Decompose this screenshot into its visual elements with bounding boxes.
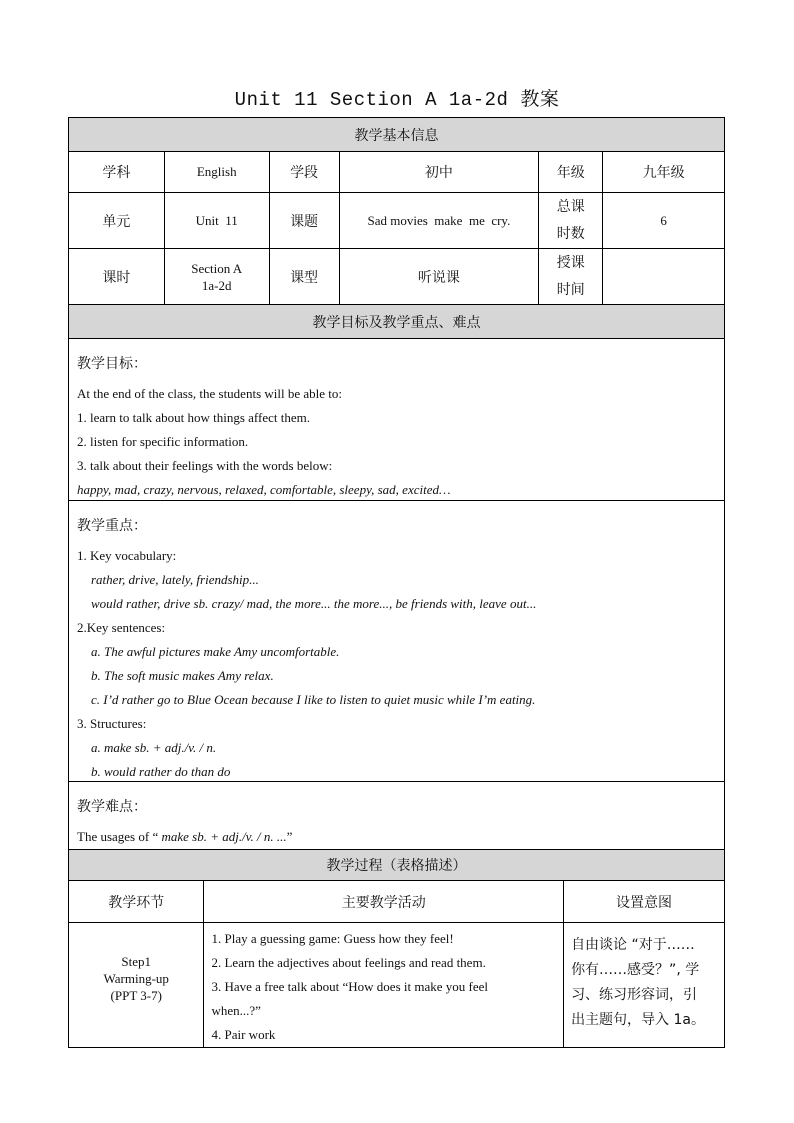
difficulty-line [77, 829, 292, 845]
cell-grade-value: 九年级 [603, 152, 725, 193]
difficulty-label: 教学难点： [77, 799, 147, 815]
difficulty-suffix: ” [286, 829, 293, 844]
cell-total-hours-label: 总课 时数 [539, 193, 603, 249]
activity-line: 1. Play a guessing game: Guess how they feel! [211, 931, 454, 946]
activities-cell [204, 923, 564, 1048]
step-line: Step1 [121, 954, 152, 969]
cell-period-label: 课时 [69, 249, 165, 305]
key-sentences-title: 2.Key sentences: [77, 620, 166, 635]
intent-line: 你有……感受？”, 学 [571, 962, 700, 978]
key-points-section [68, 500, 725, 782]
cell-topic-label: 课题 [269, 193, 339, 249]
intent-line: 出主题句，导入 1a。 [571, 1012, 705, 1028]
difficulty-section [68, 781, 725, 850]
cell-stage-value: 初中 [339, 152, 539, 193]
goals-adjectives-line: happy, mad, crazy, nervous, relaxed, comfortable, sleepy, sad, excited… [77, 482, 451, 497]
cell-teach-time-value [603, 249, 725, 305]
col-activity-header: 主要教学活动 [204, 881, 564, 923]
basic-info-header [68, 117, 725, 152]
cell-type-value: 听说课 [339, 249, 539, 305]
step-line: (PPT 3-7) [110, 988, 162, 1003]
cell-total-hours-value: 6 [603, 193, 725, 249]
col-step-header: 教学环节 [69, 881, 204, 923]
goals-line: 2. listen for specific information. [77, 434, 249, 449]
cell-teach-time-label: 授课 时间 [539, 249, 603, 305]
goals-line: 1. learn to talk about how things affect them. [77, 410, 310, 425]
cell-unit-label: 单元 [69, 193, 165, 249]
intent-line: 自由谈论 “对于…… [571, 937, 695, 953]
key-vocab-line: rather, drive, lately, friendship... [91, 572, 259, 587]
key-sentence: b. The soft music makes Amy relax. [91, 668, 274, 683]
cell-period-value: Section A 1a-2d [164, 249, 269, 305]
difficulty-structure: make sb. + adj./v. / n. ... [161, 829, 287, 844]
goals-line: At the end of the class, the students will be able to: [77, 386, 342, 401]
process-table [68, 880, 725, 1048]
process-header-text: 教学过程（表格描述） [326, 858, 467, 874]
activity-line: when...?” [211, 1003, 261, 1018]
cell-subject-value: English [164, 152, 269, 193]
activity-line: 4. Pair work [211, 1027, 276, 1042]
goals-label: 教学目标： [77, 356, 147, 372]
cell-grade-label: 年级 [539, 152, 603, 193]
structure-line: b. would rather do than do [91, 764, 231, 779]
difficulty-prefix: The usages of “ [77, 829, 162, 844]
step-cell [69, 923, 204, 1048]
goals-line: 3. talk about their feelings with the words below: [77, 458, 333, 473]
document-title: Unit 11 Section A 1a-2d 教案 [234, 89, 560, 111]
key-vocab-title: 1. Key vocabulary: [77, 548, 177, 563]
col-intent-header: 设置意图 [564, 881, 725, 923]
activity-line: 2. Learn the adjectives about feelings and read them. [211, 955, 486, 970]
key-sentence: c. I’d rather go to Blue Ocean because I like to listen to quiet music while I’m eating. [91, 692, 536, 707]
key-points-label: 教学重点： [77, 518, 147, 534]
goals-header-text: 教学目标及教学重点、难点 [312, 314, 481, 331]
cell-stage-label: 学段 [269, 152, 339, 193]
cell-subject-label: 学科 [69, 152, 165, 193]
step-line: Warming-up [103, 971, 169, 986]
structures-title: 3. Structures: [77, 716, 147, 731]
cell-unit-value: Unit 11 [164, 193, 269, 249]
key-sentence: a. The awful pictures make Amy uncomfortable. [91, 644, 340, 659]
key-vocab-line: would rather, drive sb. crazy/ mad, the more... the more..., be friends with, leave out... [91, 596, 537, 611]
activity-line: 3. Have a free talk about “How does it make you feel [211, 979, 488, 994]
process-header [68, 849, 725, 881]
cell-type-label: 课型 [269, 249, 339, 305]
intent-cell [564, 923, 725, 1048]
intent-line: 习、练习形容词，引 [571, 987, 698, 1003]
basic-info-header-text: 教学基本信息 [354, 127, 439, 144]
structure-line: a. make sb. + adj./v. / n. [91, 740, 217, 755]
cell-topic-value: Sad movies make me cry. [339, 193, 539, 249]
basic-info-table [68, 151, 725, 305]
goals-section [68, 338, 725, 501]
goals-header [68, 304, 725, 339]
